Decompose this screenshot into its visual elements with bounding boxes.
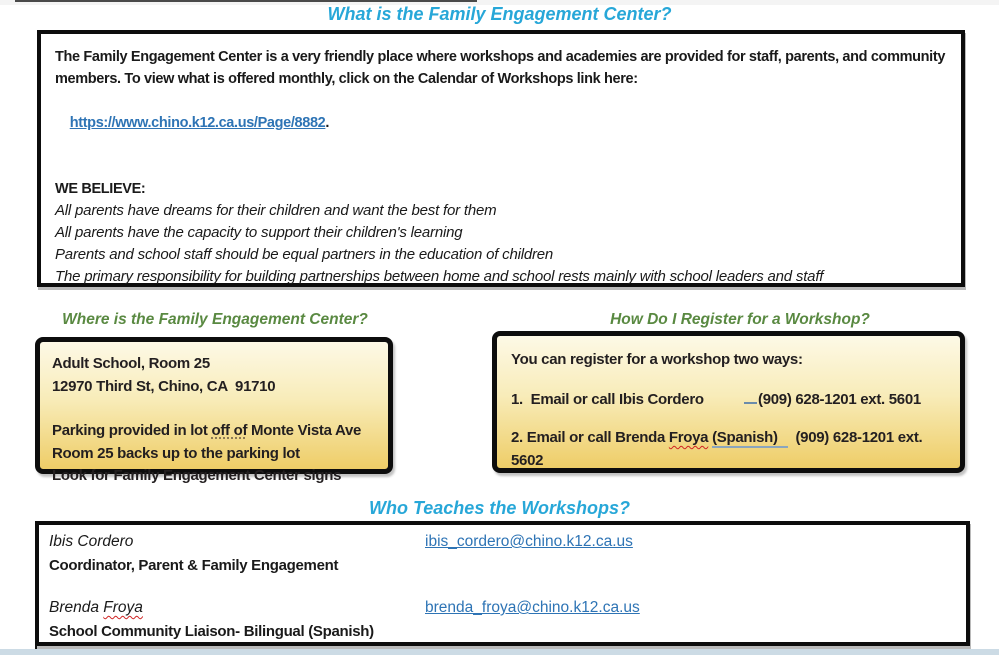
intro-paragraph: The Family Engagement Center is a very friendly place where workshops and academies are provided for staff, parents, and community members. To view what is offered monthly, click on the Calendar of Workshops link here: xyxy=(55,49,949,87)
register-option-2-pre: 2. Email or call Brenda xyxy=(511,429,669,446)
info-box xyxy=(37,30,965,287)
location-box xyxy=(35,337,393,484)
section-title-where: Where is the Family Engagement Center? xyxy=(62,311,368,328)
section-title-teachers: Who Teaches the Workshops? xyxy=(368,498,631,518)
register-option-1-phone: (909) 628-1201 ext. 5601 xyxy=(758,390,921,408)
underline-artifact xyxy=(744,388,757,404)
teacher-2-email-link[interactable]: brenda_froya@chino.k12.ca.us xyxy=(425,599,640,616)
teacher-1-role: Coordinator, Parent & Family Engagement xyxy=(49,557,339,574)
register-box xyxy=(492,331,965,473)
teacher-1-email-link[interactable]: ibis_cordero@chino.k12.ca.us xyxy=(425,533,633,550)
section-title-what: What is the Family Engagement Center? xyxy=(327,4,672,24)
teacher-2-role: School Community Liaison- Bilingual (Spanish) xyxy=(49,623,374,640)
teacher-2-name xyxy=(49,596,425,620)
signs-line: Look for Family Engagement Center signs xyxy=(52,467,342,484)
register-option-2-phone: (909) 628-1201 ext. 5602 xyxy=(511,429,927,469)
belief-statement-1: All parents have dreams for their children and want the best for them xyxy=(55,202,497,219)
teacher-2-name-pre: Brenda xyxy=(49,599,104,616)
teachers-box xyxy=(35,521,970,646)
register-option-2 xyxy=(511,427,946,472)
address-line-1: Adult School, Room 25 xyxy=(52,355,210,372)
froya-spellcheck-mark: Froya xyxy=(668,429,709,446)
room-line: Room 25 backs up to the parking lot xyxy=(52,444,300,462)
belief-statement-3: Parents and school staff should be equal partners in the education of children xyxy=(55,246,554,263)
we-believe-heading: WE BELIEVE: xyxy=(55,181,146,197)
spanish-label: (Spanish) xyxy=(712,429,788,448)
calendar-link[interactable]: https://www.chino.k12.ca.us/Page/8882 xyxy=(69,115,326,131)
belief-statement-2: All parents have the capacity to support their children's learning xyxy=(55,224,463,241)
teacher-row-1 xyxy=(49,530,956,554)
bottom-edge-strip xyxy=(0,649,999,655)
parking-grammar-mark: off of xyxy=(211,422,248,439)
register-intro: You can register for a workshop two ways: xyxy=(511,351,803,368)
link-period: . xyxy=(325,115,330,131)
register-option-1 xyxy=(511,388,946,412)
froya-spellcheck-mark: Froya xyxy=(103,599,143,616)
belief-statement-4: The primary responsibility for building partnerships between home and school rests mainly with school leaders and staff xyxy=(55,268,824,285)
parking-text-post: Monte Vista Ave xyxy=(247,422,362,439)
section-title-register: How Do I Register for a Workshop? xyxy=(610,311,870,328)
register-option-1-label: 1. Email or call Ibis Cordero xyxy=(511,390,704,408)
teacher-row-2 xyxy=(49,596,956,620)
top-edge-artifact xyxy=(15,0,477,2)
address-line-2: 12970 Third St, Chino, CA 91710 xyxy=(52,377,276,395)
blank-line xyxy=(55,156,947,178)
parking-text-pre: Parking provided in lot xyxy=(52,422,212,439)
blank-line xyxy=(49,577,956,596)
teacher-1-name: Ibis Cordero xyxy=(49,533,134,550)
parking-line xyxy=(52,420,376,443)
